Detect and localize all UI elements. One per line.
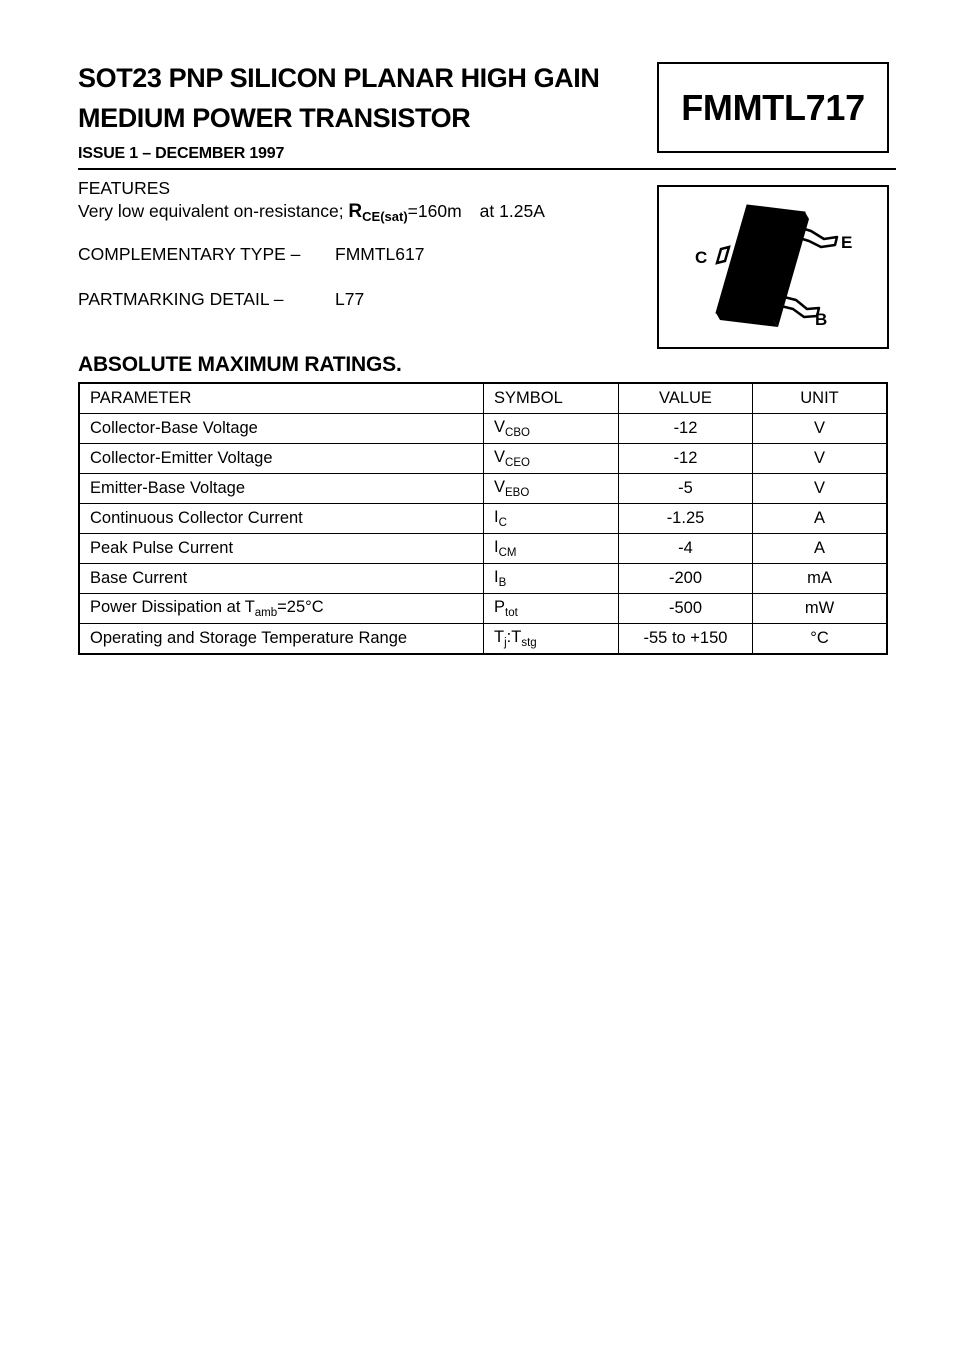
value-cell: -12: [619, 444, 753, 474]
unit-cell: A: [753, 504, 888, 534]
symbol-cell: $I_C$: [484, 504, 619, 534]
partmarking-value: L77: [335, 289, 365, 309]
table-row: [79, 474, 887, 504]
features-item: [78, 200, 545, 228]
value-cell: -500: [619, 594, 753, 624]
parameter-cell: Collector-Base Voltage: [79, 414, 484, 444]
parameter-cell: Peak Pulse Current: [79, 534, 484, 564]
table-header-row: [79, 383, 887, 414]
table-row: [79, 534, 887, 564]
parameter-cell: Operating and Storage Temperature Range: [79, 624, 484, 655]
ratings-heading: ABSOLUTE MAXIMUM RATINGS.: [78, 353, 402, 376]
issue-date: ISSUE 1 – DECEMBER 1997: [78, 145, 285, 162]
unit-cell: mA: [753, 564, 888, 594]
unit-cell: °C: [753, 624, 888, 655]
value-cell: -5: [619, 474, 753, 504]
ratings-table: [78, 382, 888, 655]
partmarking-label: PARTMARKING DETAIL –: [78, 289, 284, 309]
features-section: [78, 177, 545, 228]
unit-cell: V: [753, 414, 888, 444]
package-diagram: [657, 185, 889, 349]
part-number: FMMTL717: [681, 86, 865, 128]
unit-cell: V: [753, 474, 888, 504]
title-line-1: SOT23 PNP SILICON PLANAR HIGH GAIN: [78, 63, 600, 93]
column-header-value: VALUE: [619, 383, 753, 414]
sot23-package-drawing: [659, 187, 887, 347]
title-line-2: MEDIUM POWER TRANSISTOR: [78, 103, 471, 133]
table-row: [79, 504, 887, 534]
value-cell: -200: [619, 564, 753, 594]
table-row: [79, 564, 887, 594]
r-ce-sat-condition: at 1.25A: [479, 201, 545, 221]
r-ce-sat-value: =160m: [407, 201, 462, 221]
table-row: [79, 444, 887, 474]
collector-lead: [717, 247, 729, 263]
pin-c-label: C: [695, 248, 708, 267]
complementary-label: COMPLEMENTARY TYPE –: [78, 244, 301, 264]
value-cell: -12: [619, 414, 753, 444]
header-divider: [78, 168, 896, 170]
column-header-symbol: SYMBOL: [484, 383, 619, 414]
document-title: [78, 58, 638, 138]
table-row: [79, 624, 887, 655]
base-lead: [781, 297, 819, 317]
complementary-type: [78, 244, 425, 265]
parameter-cell: Power Dissipation at $T_{amb}=25^\circ C$: [79, 594, 484, 624]
parameter-cell: Emitter-Base Voltage: [79, 474, 484, 504]
parameter-cell: Continuous Collector Current: [79, 504, 484, 534]
column-header-parameter: PARAMETER: [79, 383, 484, 414]
partmarking-detail: [78, 289, 365, 310]
complementary-value: FMMTL617: [335, 244, 425, 264]
value-cell: -1.25: [619, 504, 753, 534]
parameter-cell: Base Current: [79, 564, 484, 594]
value-cell: -55 to +150: [619, 624, 753, 655]
r-ce-sat-symbol: $R_{CE(sat)}$: [348, 201, 408, 224]
features-heading: FEATURES: [78, 178, 171, 198]
part-number-box: [657, 62, 889, 153]
unit-cell: mW: [753, 594, 888, 624]
symbol-cell: $I_{CM}$: [484, 534, 619, 564]
features-item-text: Very low equivalent on-resistance;: [78, 201, 349, 221]
pin-e-label: E: [841, 233, 853, 252]
unit-cell: A: [753, 534, 888, 564]
table-row: [79, 594, 887, 624]
value-cell: -4: [619, 534, 753, 564]
symbol-cell: $V_{CEO}$: [484, 444, 619, 474]
parameter-cell: Collector-Emitter Voltage: [79, 444, 484, 474]
symbol-cell: $V_{EBO}$: [484, 474, 619, 504]
pin-b-label: B: [815, 310, 828, 329]
symbol-cell: $T_j:T_{stg}$: [484, 624, 619, 655]
symbol-cell: $I_B$: [484, 564, 619, 594]
symbol-cell: $P_{tot}$: [484, 594, 619, 624]
unit-cell: V: [753, 444, 888, 474]
table-row: [79, 414, 887, 444]
column-header-unit: UNIT: [753, 383, 888, 414]
symbol-cell: $V_{CBO}$: [484, 414, 619, 444]
